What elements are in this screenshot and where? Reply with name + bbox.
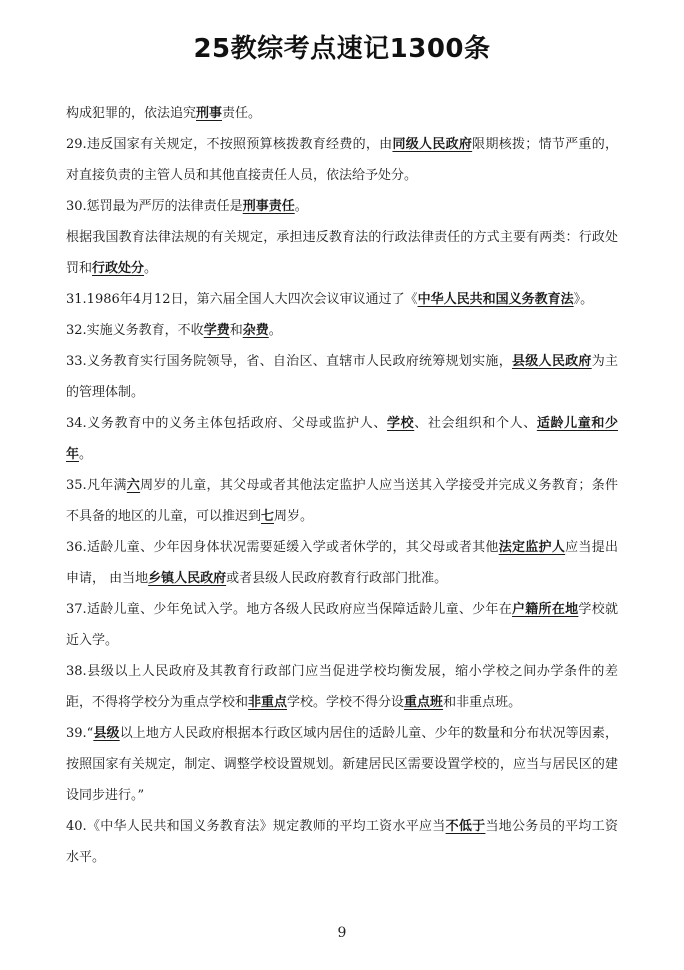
text-segment: 30.惩罚最为严厉的法律责任是 [66,199,243,214]
paragraph [66,811,618,873]
text-segment: 限期核拨；情节严重的，对直接负责的主管人员和其他直接责任人员，依法给予处分。 [66,137,618,183]
highlighted-keyword: 学校 [387,416,415,431]
text-segment: 和 [229,323,243,338]
paragraph [66,98,618,129]
highlighted-keyword: 中华人民共和国义务教育法 [417,292,574,307]
text-segment: 学校就近入学。 [66,602,618,648]
highlighted-keyword: 行政处分 [92,261,145,276]
text-segment: 周岁。 [274,509,314,524]
highlighted-keyword: 重点班 [404,695,444,710]
text-segment: 40.《中华人民共和国义务教育法》规定教师的平均工资水平应当 [66,819,446,834]
highlighted-keyword: 杂费 [242,323,269,338]
page-title: 25教综考点速记1300条 [193,34,491,64]
highlighted-keyword: 县级人民政府 [511,354,592,369]
paragraph [66,532,618,594]
highlighted-keyword: 六 [126,478,141,493]
text-segment: 责任。 [222,106,262,121]
text-segment: 为主的管理体制。 [66,354,618,400]
highlighted-keyword: 学费 [203,323,230,338]
highlighted-keyword: 不低于 [445,819,486,834]
paragraph [66,346,618,408]
text-segment: 。 [294,199,308,214]
paragraph [66,470,618,532]
highlighted-keyword: 刑事责任 [242,199,295,214]
paragraph [66,656,618,718]
paragraph [66,315,618,346]
highlighted-keyword: 七 [261,509,275,524]
text-segment: 》。 [573,292,594,307]
highlighted-keyword: 法定监护人 [498,540,566,555]
text-segment: 和非重点班。 [443,695,522,710]
text-segment: 周岁的儿童，其父母或者其他法定监护人应当送其入学接受并完成义务教育；条件不具备的地区的儿童，可以推迟到 [66,478,618,524]
highlighted-keyword: 县级 [93,726,120,741]
paragraph [66,718,618,811]
document-body [66,98,618,873]
text-segment: 当地公务员的平均工资水平。 [66,819,618,865]
highlighted-keyword: 户籍所在地 [511,602,579,617]
text-segment: 学校。学校不得分设 [287,695,405,710]
text-segment: 33.义务教育实行国务院领导，省、自治区、直辖市人民政府统筹规划实施， [66,354,512,369]
highlighted-keyword: 适龄儿童和少年 [66,416,618,462]
text-segment: 39.“ [66,726,94,741]
text-segment: 29.违反国家有关规定，不按照预算核拨教育经费的，由 [66,137,393,152]
text-segment: 38.县级以上人民政府及其教育行政部门应当促进学校均衡发展，缩小学校之间办学条件的差距，不得将学校分为重点学校和 [66,664,618,710]
page-number: 9 [337,925,347,941]
text-segment: 、社会组织和个人、 [414,416,537,431]
highlighted-keyword: 乡镇人民政府 [148,571,227,586]
highlighted-keyword: 刑事 [196,106,223,121]
paragraph [66,222,618,284]
text-segment: 根据我国教育法律法规的有关规定，承担违反教育法的行政法律责任的方式主要有两类：行政处罚和 [66,230,618,276]
text-segment: 32.实施义务教育，不收 [66,323,204,338]
text-segment: 34.义务教育中的义务主体包括政府、父母或监护人、 [66,416,387,431]
paragraph [66,594,618,656]
paragraph [66,408,618,470]
paragraph [66,129,618,191]
text-segment: 。 [268,323,282,338]
text-segment: 或者县级人民政府教育行政部门批准。 [226,571,448,586]
highlighted-keyword: 非重点 [248,695,288,710]
paragraph [66,191,618,222]
text-segment: 31.1986年4月12日，第六届全国人大四次会议审议通过了《 [66,292,418,307]
text-segment: 应当提出申请， 由当地 [66,540,618,586]
text-segment: 35.凡年满 [66,478,127,493]
text-segment: 。 [79,447,93,462]
text-segment: 36.适龄儿童、少年因身体状况需要延缓入学或者休学的，其父母或者其他 [66,540,499,555]
paragraph [66,284,618,315]
highlighted-keyword: 同级人民政府 [392,137,473,152]
text-segment: 37.适龄儿童、少年免试入学。地方各级人民政府应当保障适龄儿童、少年在 [66,602,512,617]
text-segment: 以上地方人民政府根据本行政区域内居住的适龄儿童、少年的数量和分布状况等因素，按照国家有关规定，制定、调整学校设置规划。新建居民区需要设置学校的，应当与居民区的建设同步进行。” [66,726,618,803]
text-segment: 。 [144,261,158,276]
text-segment: 构成犯罪的，依法追究 [66,106,197,121]
